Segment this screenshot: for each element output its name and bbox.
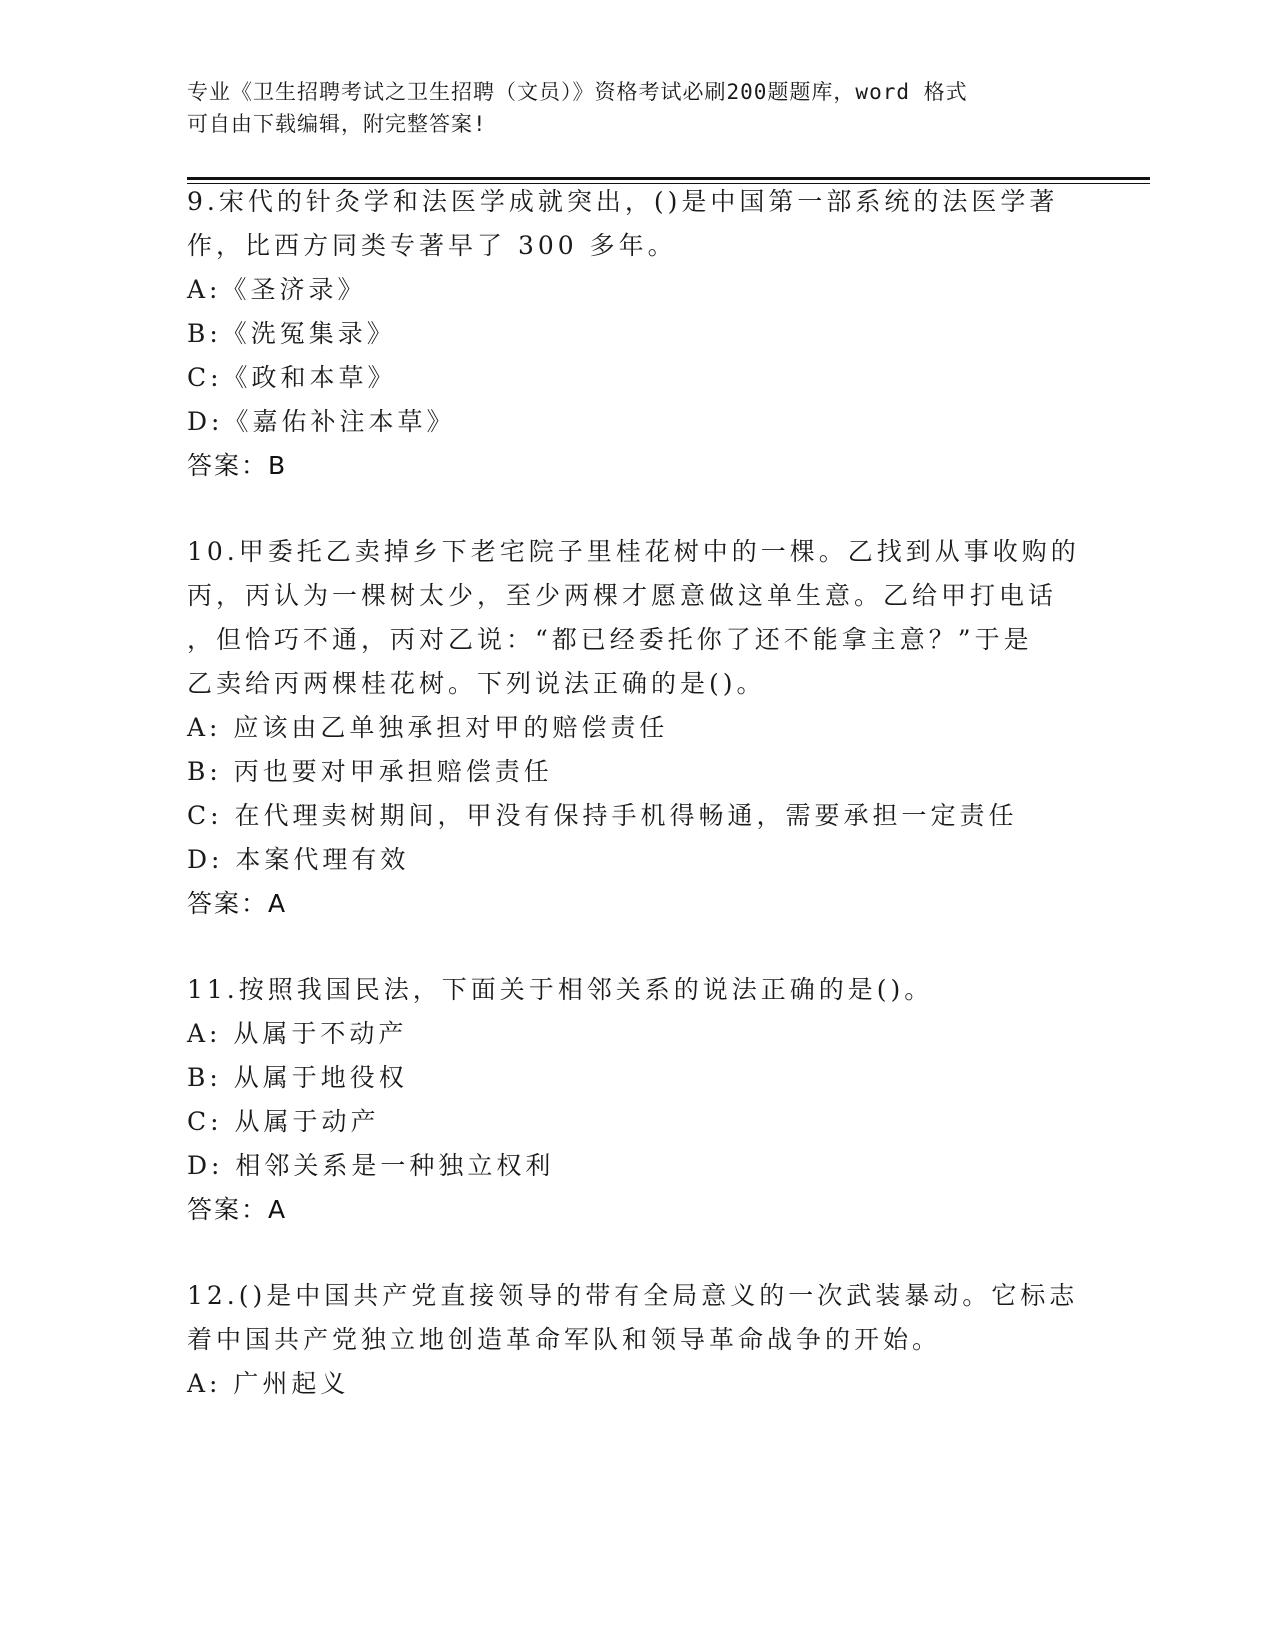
question-9-stem-line-2: 作，比西方同类专著早了 300 多年。 — [187, 231, 677, 260]
question-10-stem-line-4: 乙卖给丙两棵桂花树。下列说法正确的是()。 — [187, 669, 766, 698]
question-11-stem-line-1: 11.按照我国民法，下面关于相邻关系的说法正确的是()。 — [187, 975, 934, 1004]
question-9-option-d: D:《嘉佑补注本草》 — [187, 407, 456, 436]
question-11-option-d: D: 相邻关系是一种独立权利 — [187, 1151, 555, 1180]
question-9-option-a: A:《圣济录》 — [187, 275, 367, 304]
question-10-option-c: C: 在代理卖树期间，甲没有保持手机得畅通，需要承担一定责任 — [187, 801, 1018, 830]
question-10-option-d: D: 本案代理有效 — [187, 845, 410, 874]
question-12-option-a: A: 广州起义 — [187, 1369, 350, 1398]
question-12-stem-line-2: 着中国共产党独立地创造革命军队和领导革命战争的开始。 — [187, 1325, 942, 1354]
header-line-1: 专业《卫生招聘考试之卫生招聘（文员）》资格考试必刷200题题库，word 格式 — [187, 80, 968, 104]
question-11-option-a: A: 从属于不动产 — [187, 1019, 408, 1048]
question-10-stem-line-1: 10.甲委托乙卖掉乡下老宅院子里桂花树中的一棵。乙找到从事收购的 — [187, 537, 1080, 566]
document-header — [187, 76, 1087, 140]
question-11-answer: 答案：A — [187, 1195, 288, 1224]
header-divider-thick — [187, 177, 1150, 180]
question-10-option-a: A: 应该由乙单独承担对甲的赔偿责任 — [187, 713, 669, 742]
question-11-option-b: B: 从属于地役权 — [187, 1063, 408, 1092]
question-9-answer: 答案：B — [187, 451, 288, 480]
question-10-stem-line-2: 丙，丙认为一棵树太少，至少两棵才愿意做这单生意。乙给甲打电话 — [187, 581, 1058, 610]
question-10-answer: 答案：A — [187, 889, 288, 918]
header-divider-thin — [187, 183, 1150, 184]
header-line-2: 可自由下载编辑，附完整答案! — [187, 112, 487, 136]
question-12-stem-line-1: 12.()是中国共产党直接领导的带有全局意义的一次武装暴动。它标志 — [187, 1281, 1079, 1310]
question-10-stem-line-3: ，但恰巧不通，丙对乙说：“都已经委托你了还不能拿主意？”于是 — [187, 625, 1033, 654]
question-9-stem-line-1: 9.宋代的针灸学和法医学成就突出，()是中国第一部系统的法医学著 — [187, 187, 1059, 216]
question-10-option-b: B: 丙也要对甲承担赔偿责任 — [187, 757, 553, 786]
question-9-option-b: B:《洗冤集录》 — [187, 319, 396, 348]
question-9-option-c: C:《政和本草》 — [187, 363, 397, 392]
question-11-option-c: C: 从属于动产 — [187, 1107, 380, 1136]
